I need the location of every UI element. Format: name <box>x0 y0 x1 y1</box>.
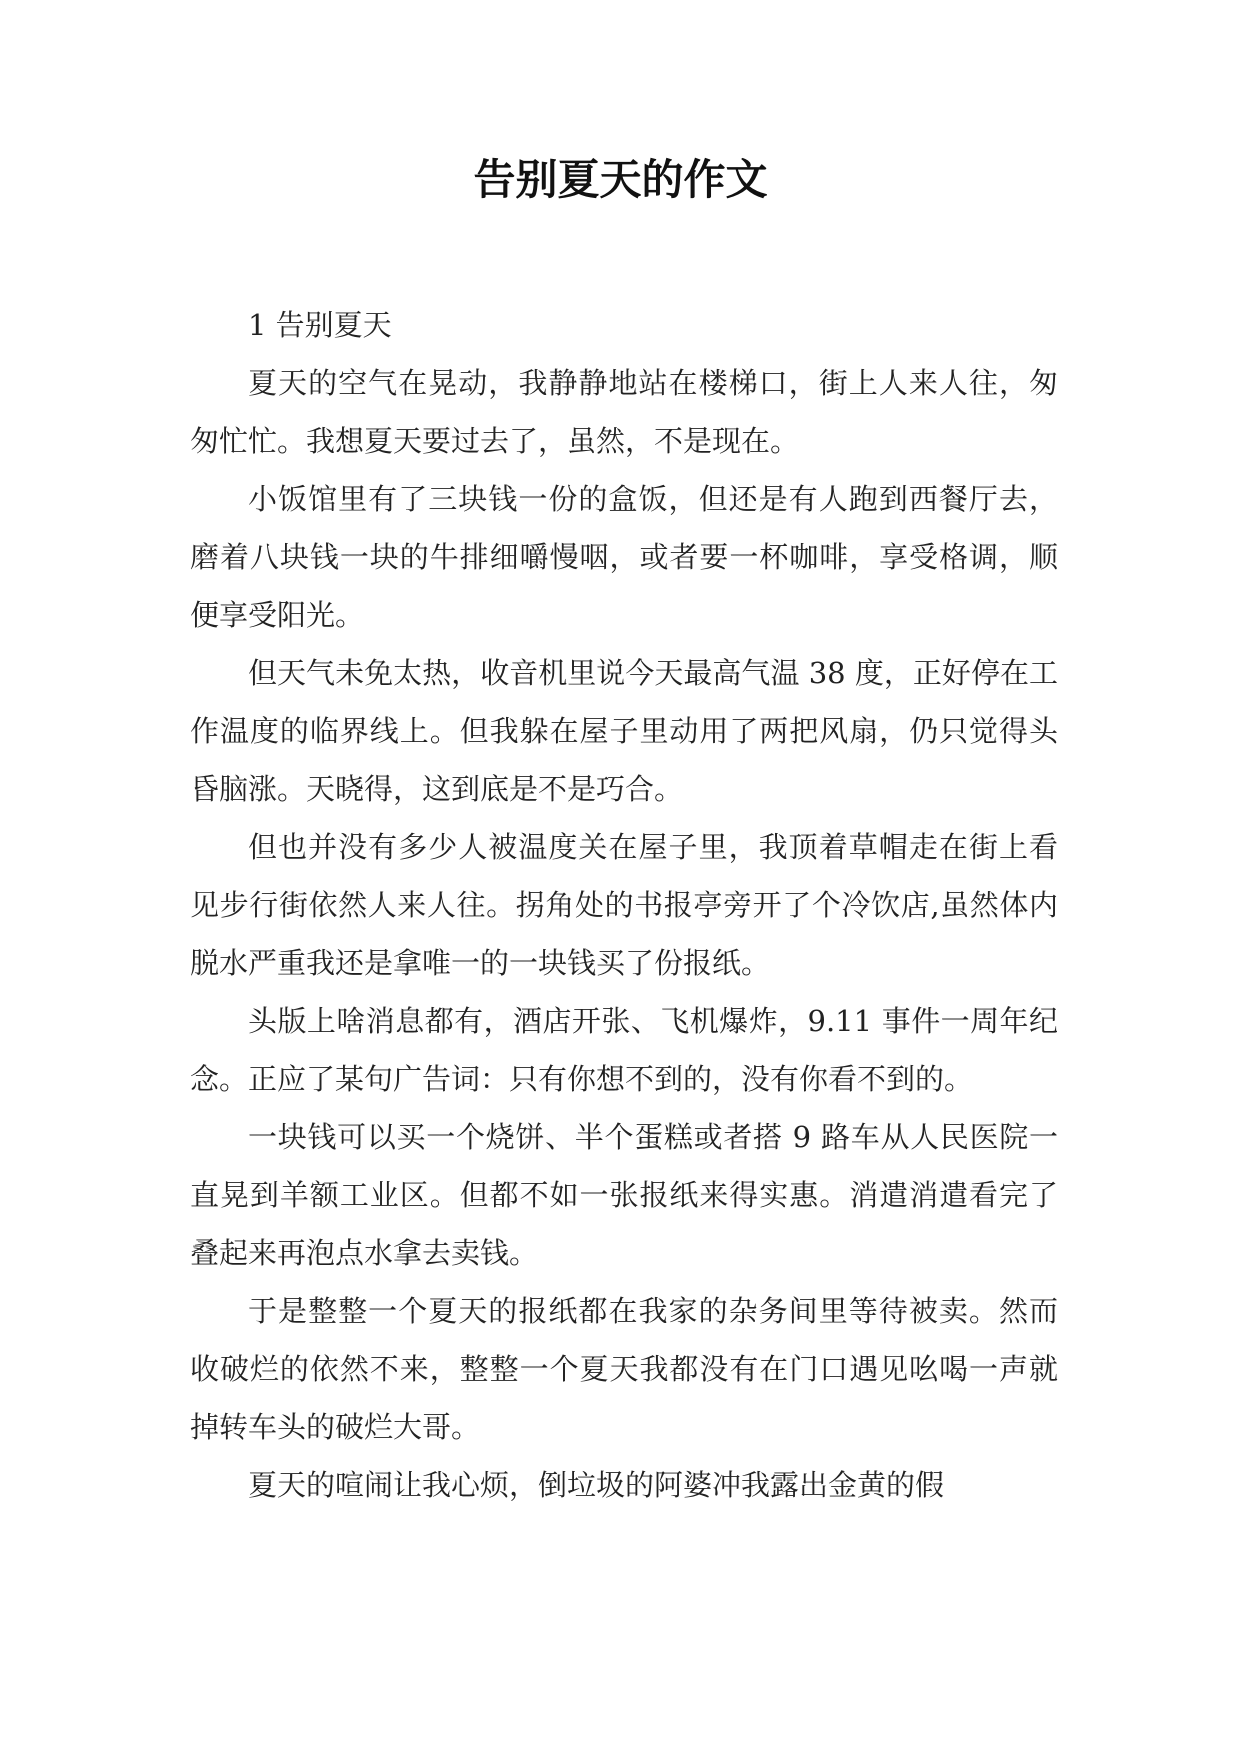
paragraph: 于是整整一个夏天的报纸都在我家的杂务间里等待被卖。然而收破烂的依然不来，整整一个夏天我都没有在门口遇见吆喝一声就掉转车头的破烂大哥。 <box>190 1294 1058 1444</box>
document-title: 告别夏天的作文 <box>473 155 768 204</box>
paragraph: 小饭馆里有了三块钱一份的盒饭，但还是有人跑到西餐厅去，磨着八块钱一块的牛排细嚼慢咽，或者要一杯咖啡，享受格调，顺便享受阳光。 <box>190 482 1058 632</box>
paragraph: 头版上啥消息都有，酒店开张、飞机爆炸，9.11 事件一周年纪念。正应了某句广告词：只有你想不到的，没有你看不到的。 <box>190 1004 1058 1096</box>
paragraph: 但天气未免太热，收音机里说今天最高气温 38 度，正好停在工作温度的临界线上。但我躲在屋子里动用了两把风扇，仍只觉得头昏脑涨。天晓得，这到底是不是巧合。 <box>190 656 1058 806</box>
paragraph: 但也并没有多少人被温度关在屋子里，我顶着草帽走在街上看见步行街依然人来人往。拐角处的书报亭旁开了个冷饮店,虽然体内脱水严重我还是拿唯一的一块钱买了份报纸。 <box>190 830 1058 980</box>
paragraph: 夏天的空气在晃动，我静静地站在楼梯口，街上人来人往，匆匆忙忙。我想夏天要过去了，虽然，不是现在。 <box>190 366 1058 458</box>
paragraph: 一块钱可以买一个烧饼、半个蛋糕或者搭 9 路车从人民医院一直晃到羊额工业区。但都不如一张报纸来得实惠。消遣消遣看完了叠起来再泡点水拿去卖钱。 <box>190 1120 1058 1270</box>
paragraph: 夏天的喧闹让我心烦，倒垃圾的阿婆冲我露出金黄的假 <box>248 1468 945 1502</box>
section-heading: 1 告别夏天 <box>248 308 392 342</box>
document-body <box>190 296 1058 1514</box>
